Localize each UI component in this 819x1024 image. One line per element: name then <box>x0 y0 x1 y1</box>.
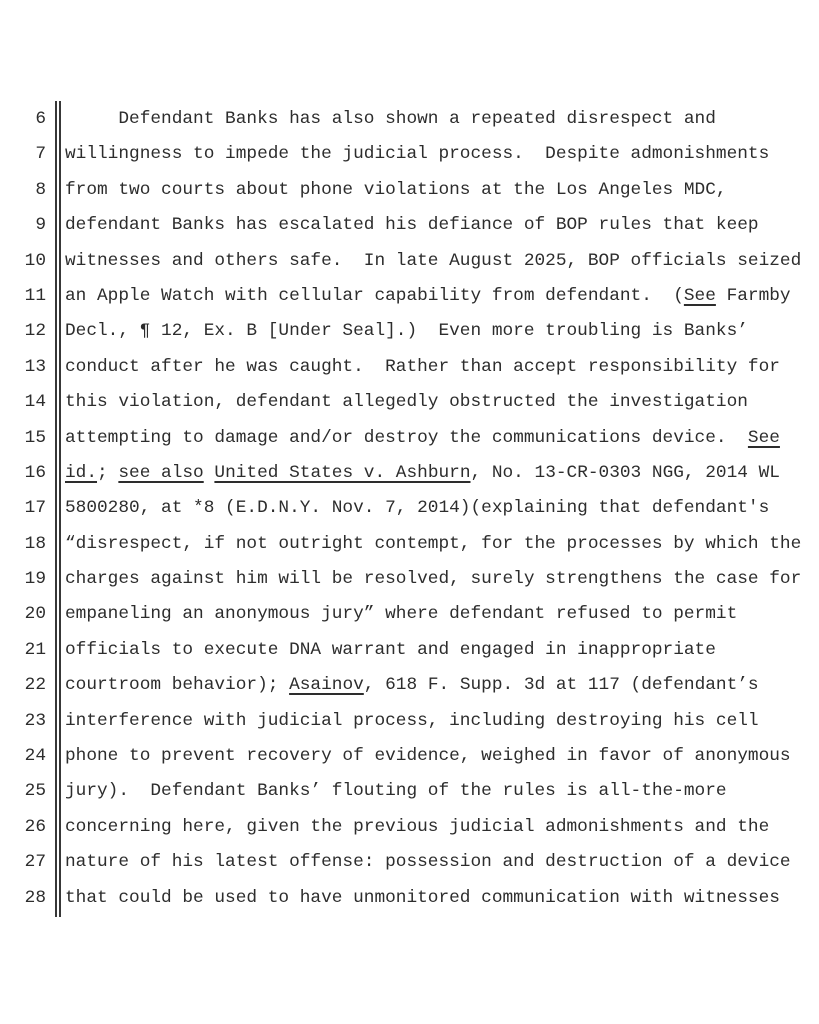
document-line <box>0 810 819 845</box>
text-segment: that could be used to have unmonitored communication with witnesses <box>65 887 780 908</box>
text-segment: courtroom behavior); <box>65 675 290 696</box>
line-text <box>46 137 769 172</box>
document-line <box>0 314 819 349</box>
text-segment: conduct after he was caught. Rather than accept responsibility for <box>65 356 780 377</box>
line-number: 27 <box>24 852 46 873</box>
text-segment: defendant Banks has escalated his defiance of BOP rules that keep <box>65 215 759 236</box>
line-number: 18 <box>24 533 46 554</box>
line-number: 24 <box>24 746 46 767</box>
document-line <box>0 491 819 526</box>
text-segment: Defendant Banks has also shown a repeated disrespect and <box>65 109 716 129</box>
text-segment: “disrespect, if not outright contempt, for the processes by which the <box>65 533 802 554</box>
line-text <box>46 208 759 243</box>
document-line <box>0 279 819 314</box>
line-text <box>46 562 801 597</box>
line-number: 20 <box>24 604 46 625</box>
citation-underlined: see also <box>118 462 204 483</box>
text-segment: , 618 F. Supp. 3d at 117 (defendant’s <box>363 675 759 696</box>
line-text <box>46 704 759 739</box>
line-number: 21 <box>24 639 46 660</box>
line-number: 28 <box>24 887 46 908</box>
line-text <box>46 633 716 668</box>
line-text <box>46 456 780 491</box>
line-number: 9 <box>35 215 46 236</box>
text-segment: an Apple Watch with cellular capability from defendant. ( <box>65 285 684 306</box>
line-number: 26 <box>24 816 46 837</box>
document-line <box>0 527 819 562</box>
document-line <box>0 774 819 809</box>
document-lines <box>0 102 819 916</box>
line-number: 15 <box>24 427 46 448</box>
document-line <box>0 244 819 279</box>
document-line <box>0 633 819 668</box>
text-segment <box>204 463 215 483</box>
citation-underlined: See <box>683 285 716 306</box>
document-line <box>0 881 819 916</box>
text-segment: nature of his latest offense: possession and destruction of a device <box>65 852 791 873</box>
citation-underlined: Asainov <box>289 675 364 696</box>
text-segment: attempting to damage and/or destroy the communications device. <box>65 427 748 448</box>
text-segment: officials to execute DNA warrant and engaged in inappropriate <box>65 639 716 660</box>
line-text <box>46 314 748 349</box>
text-segment: from two courts about phone violations at the Los Angeles MDC, <box>65 179 727 200</box>
line-text <box>46 350 780 385</box>
text-segment: willingness to impede the judicial process. Despite admonishments <box>65 144 770 165</box>
text-segment: phone to prevent recovery of evidence, weighed in favor of anonymous <box>65 746 791 767</box>
line-number: 12 <box>24 321 46 342</box>
citation-underlined: See <box>747 427 780 448</box>
document-line <box>0 562 819 597</box>
line-number: 19 <box>24 569 46 590</box>
document-line <box>0 421 819 456</box>
text-segment: ; <box>97 462 119 483</box>
document-line <box>0 456 819 491</box>
line-number: 6 <box>35 109 46 129</box>
line-number: 23 <box>24 710 46 731</box>
line-text <box>46 739 791 774</box>
document-line <box>0 208 819 243</box>
text-segment: Farmby <box>715 285 791 306</box>
text-segment: jury). Defendant Banks’ flouting of the rules is all-the-more <box>65 781 727 802</box>
text-segment: concerning here, given the previous judicial admonishments and the <box>65 816 770 837</box>
document-line <box>0 385 819 420</box>
text-segment: 5800280, at *8 (E.D.N.Y. Nov. 7, 2014)(explaining that defendant's <box>65 498 770 519</box>
text-segment: charges against him will be resolved, surely strengthens the case for <box>65 569 802 590</box>
line-number: 16 <box>24 462 46 483</box>
line-text <box>46 173 727 208</box>
text-segment: witnesses and others safe. In late August 2025, BOP officials seized <box>65 250 802 271</box>
text-segment: Decl., ¶ 12, Ex. B [Under Seal].) Even more troubling is Banks’ <box>65 321 748 342</box>
line-number: 13 <box>24 356 46 377</box>
line-number: 10 <box>24 250 46 271</box>
line-number: 7 <box>35 144 46 165</box>
line-text <box>46 810 769 845</box>
document-line <box>0 597 819 632</box>
line-text <box>46 385 748 420</box>
text-segment: empaneling an anonymous jury” where defendant refused to permit <box>65 604 738 625</box>
line-text <box>46 491 769 526</box>
text-segment: , No. 13-CR-0303 NGG, 2014 WL <box>470 462 780 483</box>
line-text <box>46 244 801 279</box>
line-text <box>46 527 801 562</box>
document-line <box>0 668 819 703</box>
document-line <box>0 350 819 385</box>
citation-underlined: United States v. Ashburn <box>214 462 471 483</box>
line-number: 25 <box>24 781 46 802</box>
line-number: 11 <box>24 285 46 306</box>
line-text <box>46 774 727 809</box>
line-number: 22 <box>24 675 46 696</box>
line-text <box>46 597 737 632</box>
document-line <box>0 173 819 208</box>
line-text <box>46 102 716 137</box>
document-line <box>0 137 819 172</box>
line-text <box>46 845 791 880</box>
document-line <box>0 739 819 774</box>
line-text <box>46 668 759 703</box>
text-segment: interference with judicial process, including destroying his cell <box>65 710 759 731</box>
text-segment: this violation, defendant allegedly obstructed the investigation <box>65 392 748 413</box>
citation-underlined: id. <box>65 462 98 483</box>
document-line <box>0 704 819 739</box>
line-number: 8 <box>35 179 46 200</box>
line-text <box>46 881 780 916</box>
document-line <box>0 102 819 137</box>
line-number: 17 <box>24 498 46 519</box>
line-text <box>46 421 780 456</box>
line-number: 14 <box>24 392 46 413</box>
line-text <box>46 279 791 314</box>
document-line <box>0 845 819 880</box>
